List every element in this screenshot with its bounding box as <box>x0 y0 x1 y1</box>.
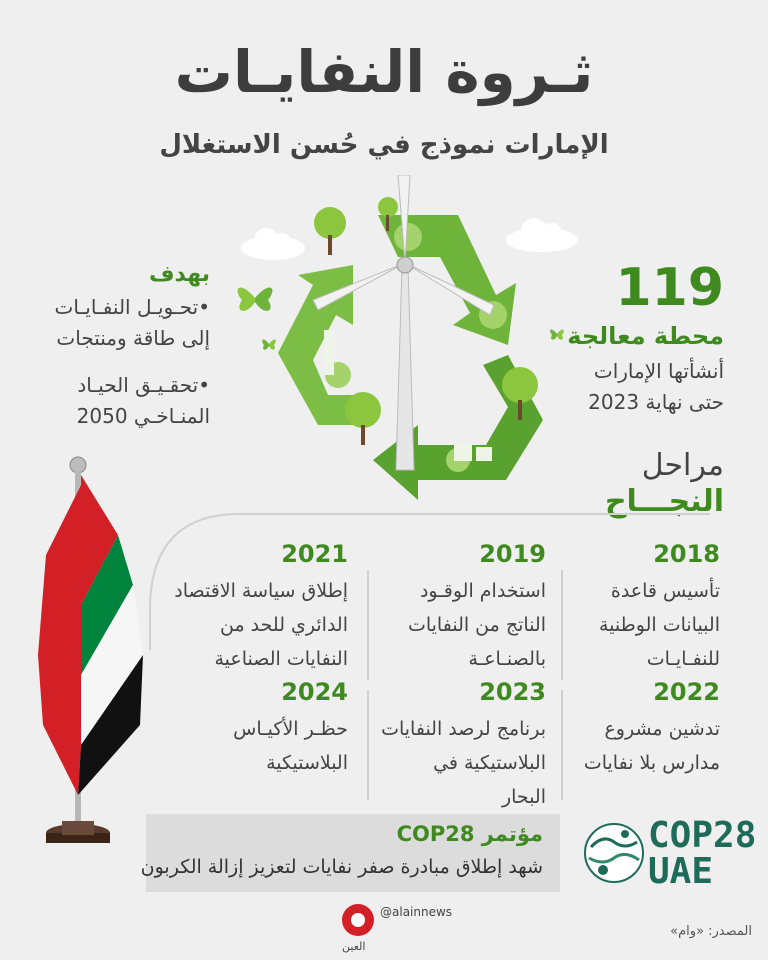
goal-item <box>30 292 210 354</box>
milestone-line: إطلاق سياسة الاقتصاد <box>174 580 348 602</box>
milestone-line: مدارس بلا نفايات <box>583 752 720 774</box>
social-handle: @alainnews <box>380 905 453 919</box>
stat-description <box>534 356 724 418</box>
recycle-turbine-illustration <box>258 175 558 500</box>
milestone <box>535 540 720 676</box>
stat-desc-line: أنشأتها الإمارات <box>593 359 724 383</box>
milestone-year: 2024 <box>281 678 348 706</box>
butterfly-icon <box>232 278 278 318</box>
stat-label: محطة معالجة <box>567 322 724 350</box>
cop28-logo-line: COP28 <box>648 815 757 856</box>
milestone <box>361 540 546 676</box>
milestone <box>148 678 348 780</box>
milestone-line: برنامج لرصد النفايات <box>381 718 546 740</box>
stages-title-highlight: النجـــاح <box>604 484 724 519</box>
goal-item <box>30 370 210 432</box>
milestone <box>148 540 348 676</box>
milestone-year: 2021 <box>281 540 348 568</box>
milestone-line: الدائري للحد من <box>220 614 348 636</box>
milestone-line: البلاستيكية <box>266 752 348 774</box>
cop28-logo-line: UAE <box>648 851 714 892</box>
milestone-line: البيانات الوطنية <box>599 614 720 636</box>
page-title: ثـروة النفايـات <box>174 38 594 106</box>
milestone <box>361 678 546 814</box>
milestone-line: البلاستيكية في <box>433 752 546 774</box>
alain-logo-icon <box>340 902 376 938</box>
milestone-line: للنفـايـات <box>646 648 720 670</box>
milestone-line: تدشين مشروع <box>604 718 720 740</box>
stat-desc-line: حتى نهاية 2023 <box>588 390 724 414</box>
milestone-line: الناتج من النفايات <box>407 614 546 636</box>
milestone <box>535 678 720 780</box>
page-subtitle: الإمارات نموذج في حُسن الاستغلال <box>159 130 609 160</box>
butterfly-icon <box>260 336 278 352</box>
stat-number: 119 <box>615 258 724 318</box>
goal-line: المنـاخـي 2050 <box>76 404 210 428</box>
goal-line: •تحـويـل النفـايـات <box>54 295 210 319</box>
goal-line: •تحقـيـق الحيـاد <box>77 373 210 397</box>
butterfly-icon <box>548 326 566 342</box>
milestone-line: حظـر الأكيـاس <box>233 718 348 740</box>
cop28-logo <box>648 815 757 892</box>
milestone-line: بالصنـاعـة <box>468 648 546 670</box>
milestone-year: 2022 <box>653 678 720 706</box>
uae-flag-icon <box>28 455 148 865</box>
goal-line: إلى طاقة ومنتجات <box>56 326 210 350</box>
cop-description: شهد إطلاق مبادرة صفر نفايات لتعزيز إزالة الكربون <box>140 856 543 878</box>
cop28-globe-icon <box>583 822 645 884</box>
source-credit: المصدر: «وام» <box>670 924 752 939</box>
goals-title: بهدف <box>148 262 210 287</box>
milestone-line: البحار <box>501 786 546 808</box>
milestone-line: النفايات الصناعية <box>214 648 348 670</box>
cop-title: مؤتمر COP28 <box>396 822 543 846</box>
milestone-year: 2019 <box>479 540 546 568</box>
milestone-year: 2023 <box>479 678 546 706</box>
milestone-line: تأسيس قاعدة <box>610 580 720 602</box>
milestone-line: استخدام الوقـود <box>419 580 546 602</box>
alain-logo-text: العين <box>342 940 366 953</box>
milestone-year: 2018 <box>653 540 720 568</box>
stages-title: مراحل <box>641 448 724 483</box>
